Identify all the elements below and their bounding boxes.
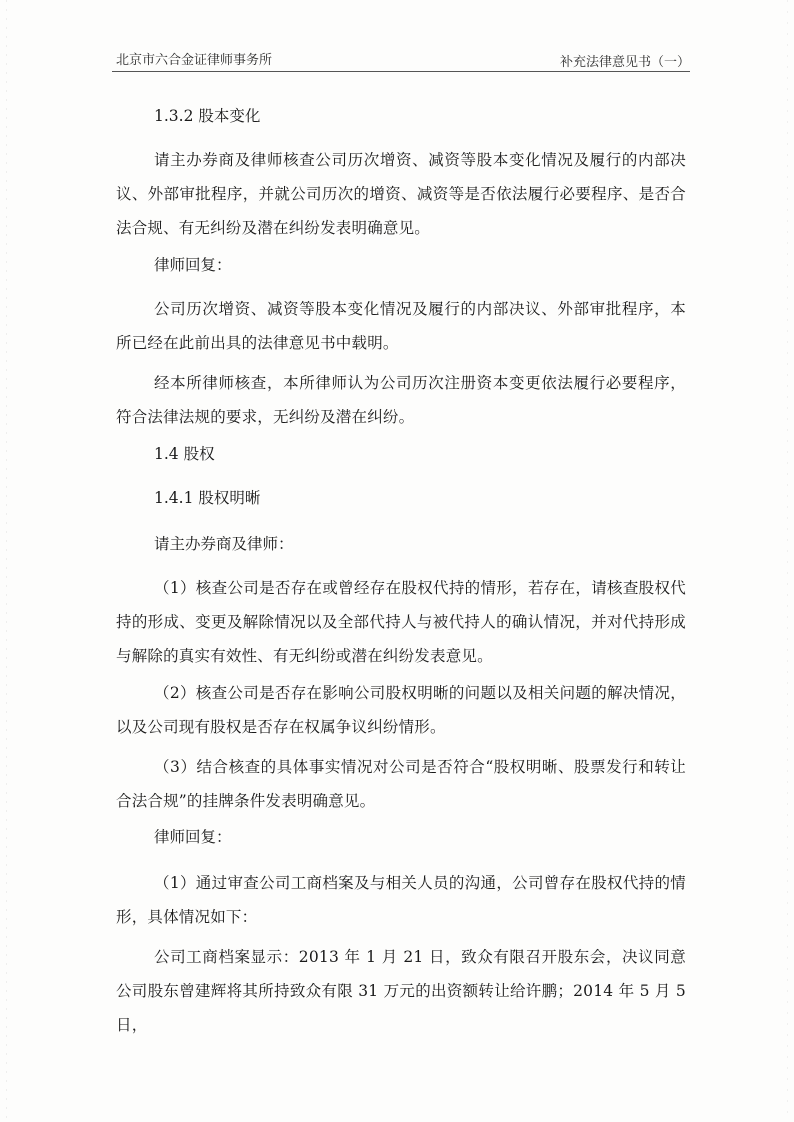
reply-paragraph-registry: 公司工商档案显示：2013 年 1 月 21 日，致众有限召开股东会，决议同意公司股东曾建辉将其所持致众有限 31 万元的出资额转让给许鹏；2014 年 5 月 5 日， [116,948,686,1034]
request-item-3: （3）结合核查的具体事实情况对公司是否符合“股权明晰、股票发行和转让合法合规”的挂牌条件发表明确意见。 [116,758,686,810]
paragraph-request-2-intro: 请主办券商及律师： [154,535,294,553]
request-item-2: （2）核查公司是否存在影响公司股权明晰的问题以及相关问题的解决情况，以及公司现有股权是否存在权属争议纠纷情形。 [116,684,686,736]
request-item-1: （1）核查公司是否存在或曾经存在股权代持的情形，若存在，请核查股权代持的形成、变更及解除情况以及全部代持人与被代持人的确认情况，并对代持形成与解除的真实有效性、有无纠纷或潜在纠纷发表意见。 [116,579,686,665]
paragraph-reply-1: 公司历次增资、减资等股本变化情况及履行的内部决议、外部审批程序，本所已经在此前出具的法律意见书中载明。 [116,300,686,352]
scan-edge-right [787,0,788,1122]
header-firm-name: 北京市六合金证律师事务所 [116,53,273,68]
reply-item-1: （1）通过审查公司工商档案及与相关人员的沟通，公司曾存在股权代持的情形，具体情况如下： [116,874,686,926]
lawyer-reply-label-1: 律师回复： [154,256,232,274]
header-document-title: 补充法律意见书（一） [559,55,690,70]
section-heading-1-4-1: 1.4.1 股权明晰 [154,489,261,507]
paragraph-reply-2: 经本所律师核查，本所律师认为公司历次注册资本变更依法履行必要程序，符合法律法规的要求，无纠纷及潜在纠纷。 [116,374,686,426]
section-heading-1-3-2: 1.3.2 股本变化 [154,107,261,125]
header-rule [112,71,690,72]
section-heading-1-4: 1.4 股权 [154,445,215,463]
paragraph-request-1: 请主办券商及律师核查公司历次增资、减资等股本变化情况及履行的内部决议、外部审批程序，并就公司历次的增资、减资等是否依法履行必要程序、是否合法合规、有无纠纷及潜在纠纷发表明确意见。 [116,151,686,237]
scan-edge-left [6,0,7,1122]
lawyer-reply-label-2: 律师回复： [154,828,232,846]
